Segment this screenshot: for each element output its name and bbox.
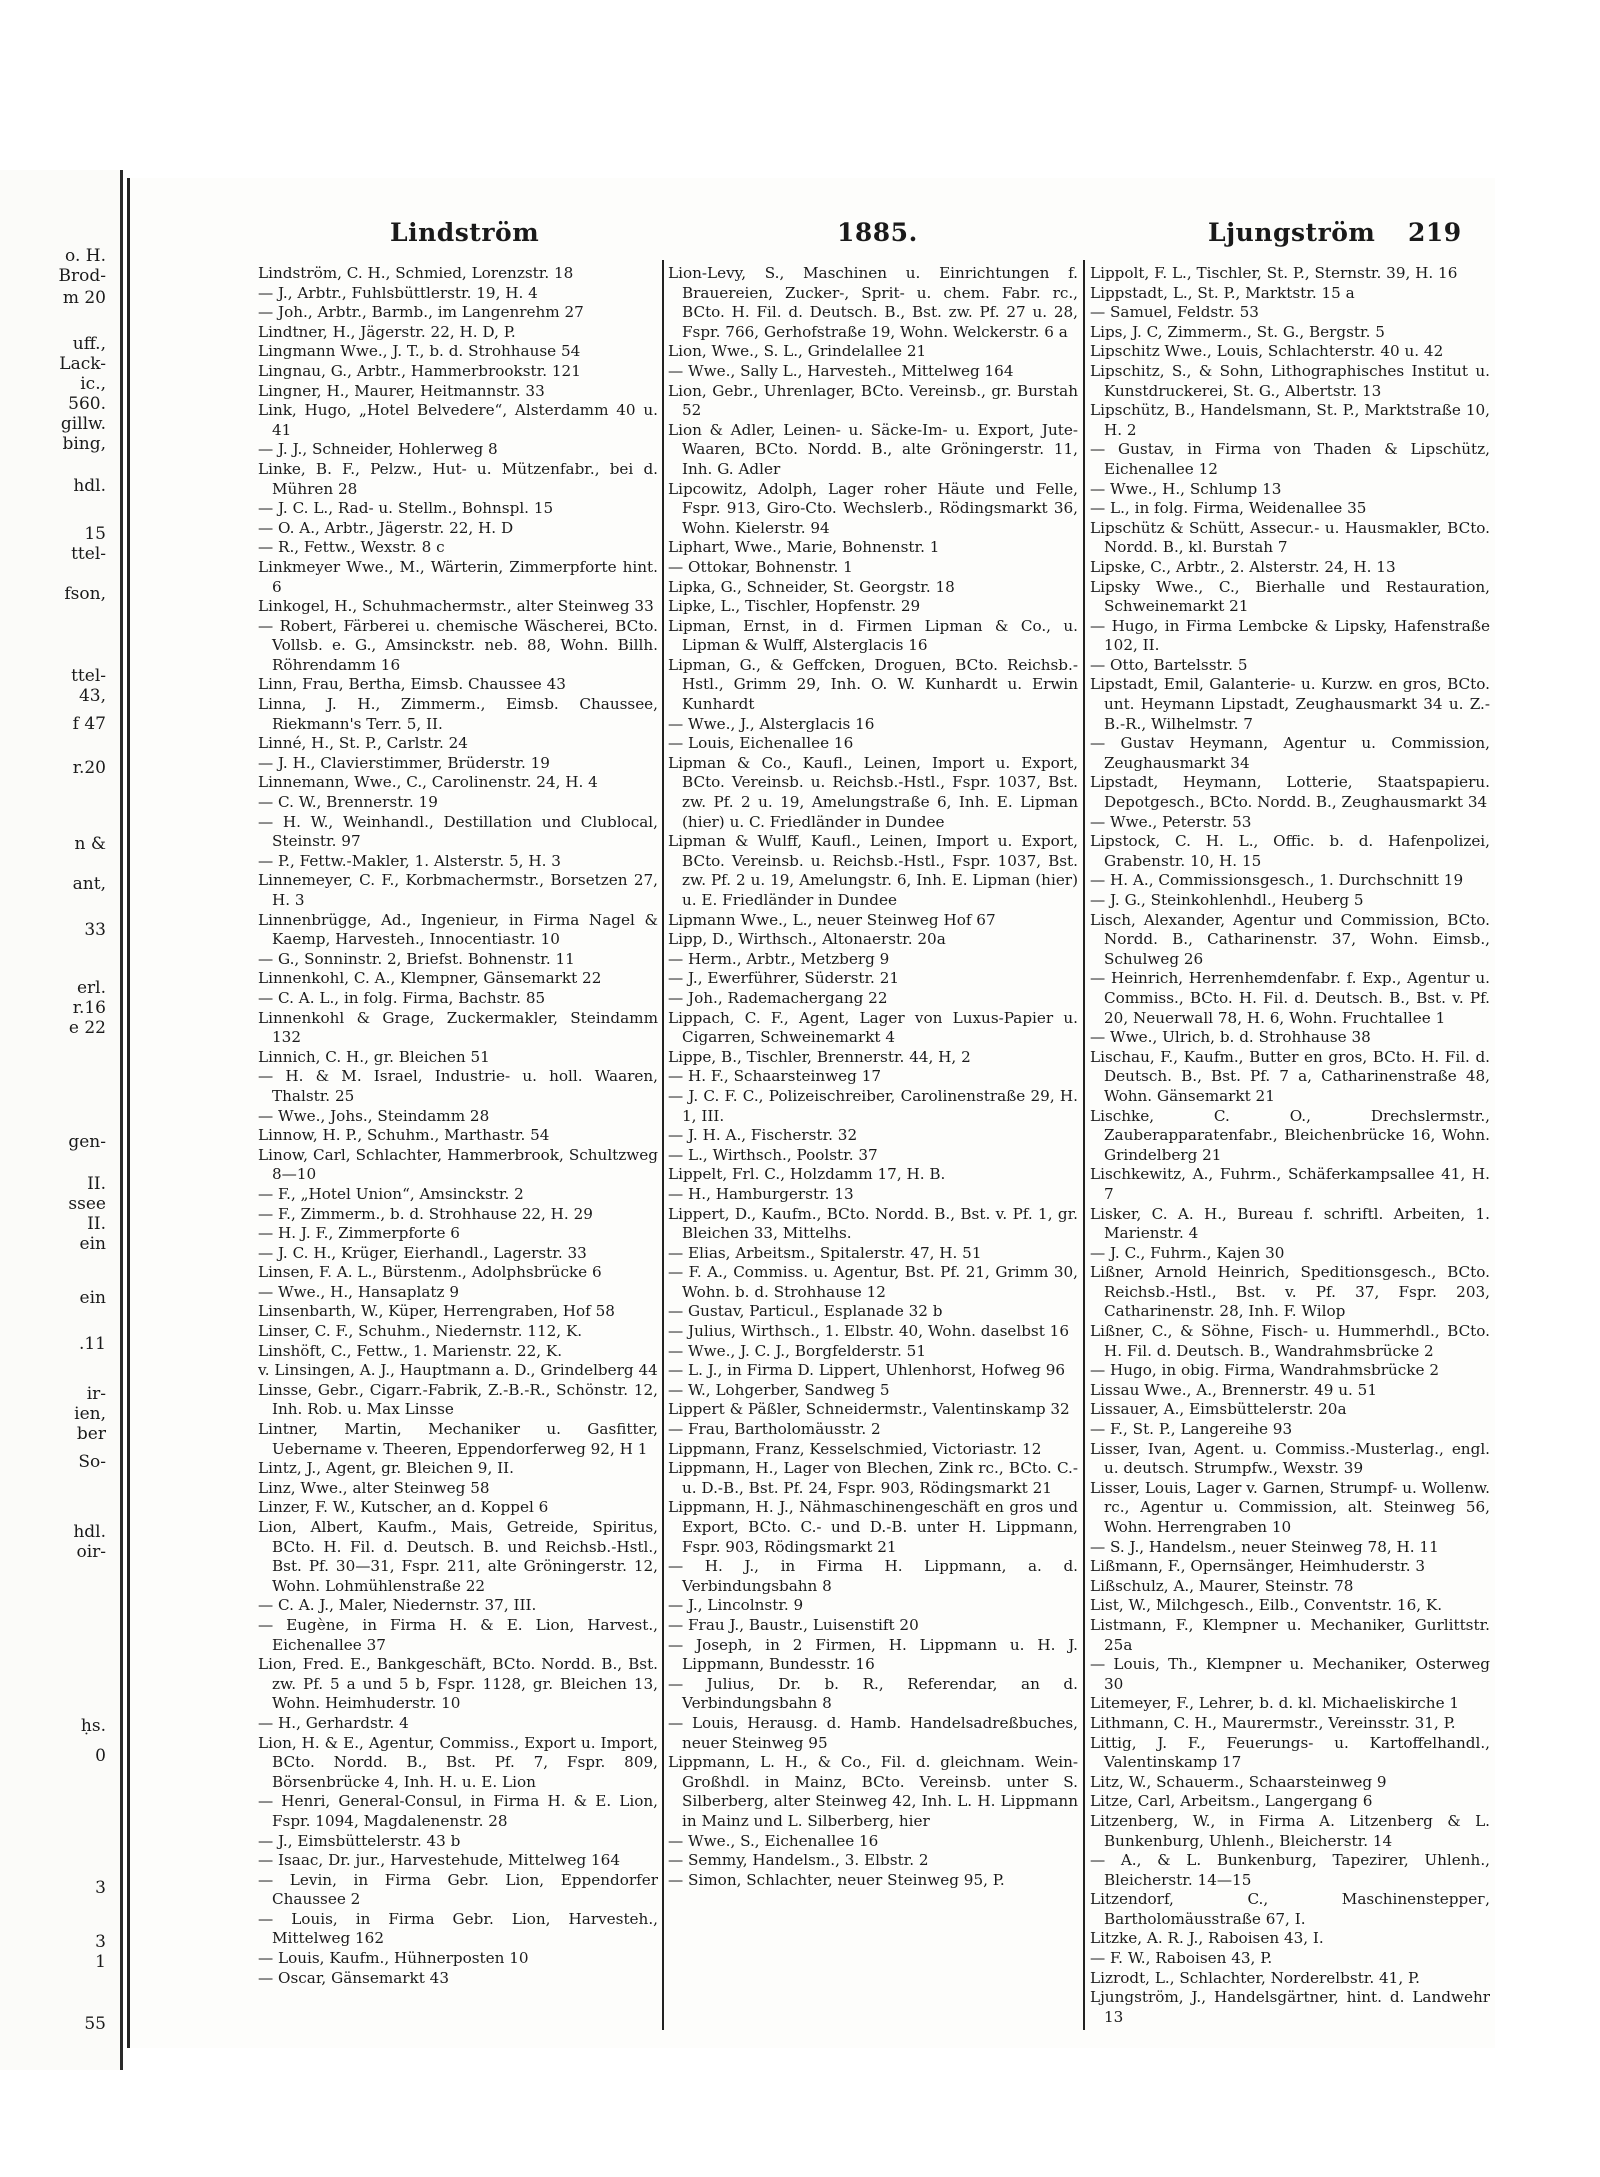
column-left (258, 264, 658, 2032)
directory-entry: — Wwe., Johs., Steindamm 28 (258, 1106, 490, 1125)
directory-entry: Lion, Gebr., Uhrenlager, BCto. Vereinsb., gr. Burstah 52 (668, 381, 1078, 420)
directory-entry: Linow, Carl, Schlachter, Hammerbrook, Schultzweg 8—10 (258, 1145, 658, 1184)
directory-entry: — Joh., Arbtr., Barmb., im Langenrehm 27 (258, 303, 584, 322)
directory-entry: Lipschitz, S., & Sohn, Lithographisches Institut u. Kunstdruckerei, St. G., Albertstr. 13 (1090, 361, 1490, 400)
header-year: 1885. (837, 218, 918, 247)
directory-entry: Lissauer, A., Eimsbüttelerstr. 20a (1090, 1400, 1347, 1419)
directory-entry: — C. A. J., Maler, Niedernstr. 37, III. (258, 1596, 537, 1615)
directory-entry: — Ottokar, Bohnenstr. 1 (668, 557, 853, 576)
directory-entry: Lippmann, H., Lager von Blechen, Zink rc., BCto. C.- u. D.-B., Bst. Pf. 24, Fspr. 903, Rödingsmarkt 21 (668, 1459, 1078, 1497)
directory-entry: — H., Hamburgerstr. 13 (668, 1184, 854, 1203)
directory-entry: — F. W., Raboisen 43, P. (1090, 1949, 1273, 1968)
margin-fragment: o. H. (65, 246, 106, 266)
directory-entry: Lion, Albert, Kaufm., Mais, Getreide, Spiritus, BCto. H. Fil. d. Deutsch. B. und Reichsb.-Hstl., Bst. Pf. 30—31, Fspr. 211, alte Gröningerstr. 12, Wohn. Lohmühlenstraße 22 (258, 1518, 658, 1595)
directory-entry: Linsenbarth, W., Küper, Herrengraben, Hof 58 (258, 1302, 615, 1321)
directory-entry: Listmann, F., Klempner u. Mechaniker, Gurlittstr. 25a (1090, 1615, 1490, 1654)
margin-fragment: ien, (74, 1404, 106, 1424)
directory-entry: — Joh., Rademachergang 22 (668, 988, 888, 1007)
directory-entry: Linnich, C. H., gr. Bleichen 51 (258, 1047, 490, 1066)
margin-fragment: m 20 (62, 288, 106, 308)
directory-entry: Linnenbrügge, Ad., Ingenieur, in Firma Nagel & Kaemp, Harvestеh., Innocentiastr. 10 (258, 910, 658, 949)
margin-fragment: 55 (84, 2014, 106, 2034)
directory-entry: — Louis, Kaufm., Hühnerposten 10 (258, 1949, 529, 1968)
directory-entry: Lingmann Wwe., J. T., b. d. Strohhause 54 (258, 342, 581, 361)
directory-entry: Lipman & Co., Kaufl., Leinen, Import u. Export, BCto. Vereinsb. u. Reichsb.-Hstl., Fspr. 1037, Bst. zw. Pf. 2 u. 19, Amelungstraße 6, Inh. E. Lipman (hier) u. C. Friedländer in Dundee (668, 753, 1078, 831)
directory-entry: — Heinrich, Herrenhemdenfabr. f. Exp., Agentur u. Commiss., BCto. H. Fil. d. Deutsch. B., Bst. v. Pf. 20, Neuerwall 78, H. 6, Wohn. Fruchtallee 1 (1090, 969, 1490, 1027)
directory-entry: — Louis, Eichenallee 16 (668, 734, 854, 753)
directory-entry: — Louis, Herausg. d. Hamb. Handelsadreßbuches, neuer Steinweg 95 (668, 1713, 1078, 1752)
directory-entry: — Gustav, in Firma von Thaden & Lipschütz, Eichenallee 12 (1090, 440, 1490, 478)
directory-entry: Linke, B. F., Pelzw., Hut- u. Mützenfabr., bei d. Mühren 28 (258, 459, 658, 498)
directory-entry: — Eugène, in Firma H. & E. Lion, Harvest., Eichenallee 37 (258, 1615, 658, 1654)
directory-entry: Linnow, H. P., Schuhm., Marthastr. 54 (258, 1126, 550, 1145)
directory-entry: Lipke, L., Tischler, Hopfenstr. 29 (668, 597, 921, 616)
directory-entry: Lion, Fred. E., Bankgeschäft, BCto. Nordd. B., Bst. zw. Pf. 5 a und 5 b, Fspr. 1128, gr. Bleichen 13, Wohn. Heimhuderstr. 10 (258, 1655, 658, 1713)
margin-fragment: ttel- (71, 666, 106, 686)
margin-fragment: 3 (95, 1878, 106, 1898)
directory-entry: — Wwe., S., Eichenallee 16 (668, 1831, 879, 1850)
directory-entry: Lipsky Wwe., C., Bierhalle und Restauration, Schweinemarkt 21 (1090, 577, 1490, 616)
directory-entry: Lingner, H., Maurer, Heitmannstr. 33 (258, 381, 545, 400)
directory-entry: Lißmann, F., Opernsänger, Heimhuderstr. 3 (1090, 1557, 1426, 1576)
directory-entry: — H. & M. Israel, Industrie- u. holl. Waaren, Thalstr. 25 (258, 1067, 658, 1105)
directory-entry: — Henri, General-Consul, in Firma H. & E. Lion, Fspr. 1094, Magdalenenstr. 28 (258, 1792, 658, 1830)
directory-entry: Litzke, A. R. J., Raboisen 43, I. (1090, 1929, 1324, 1948)
directory-entry: — L., in folg. Firma, Weidenallee 35 (1090, 499, 1367, 518)
margin-fragment: 15 (84, 524, 106, 544)
directory-entry: Lippert, D., Kaufm., BCto. Nordd. B., Bst. v. Pf. 1, gr. Bleichen 33, Mittelhs. (668, 1204, 1078, 1243)
directory-entry: — Oscar, Gänsemarkt 43 (258, 1968, 449, 1987)
directory-entry: — H. J. F., Zimmerpforte 6 (258, 1224, 460, 1243)
margin-fragment: II. (87, 1174, 106, 1194)
directory-entry: Lipp, D., Wirthsch., Altonaerstr. 20a (668, 930, 946, 949)
margin-fragment: ttel- (71, 544, 106, 564)
directory-entry: Linna, J. H., Zimmerm., Eimsb. Chaussee, Riekmann's Terr. 5, II. (258, 695, 658, 733)
directory-entry: Littig, J. F., Feuerungs- u. Kartoffelhandl., Valentinskamp 17 (1090, 1733, 1490, 1772)
directory-entry: — Samuel, Feldstr. 53 (1090, 303, 1259, 322)
column-middle (668, 264, 1078, 2032)
directory-entry: — Wwe., Peterstr. 53 (1090, 812, 1252, 831)
margin-fragment: .11 (78, 1334, 106, 1354)
directory-entry: Lißner, Arnold Heinrich, Speditionsgesch., BCto. Reichsb.-Hstl., Bst. v. Pf. 37, Fspr. 203, Catharinenstr. 28, Inh. F. Wilop (1090, 1263, 1490, 1321)
directory-entry: Litze, Carl, Arbeitsm., Langergang 6 (1090, 1792, 1373, 1811)
directory-entry: — Gustav, Particul., Esplanade 32 b (668, 1302, 943, 1321)
directory-entry: Linnemann, Wwe., C., Carolinenstr. 24, H. 4 (258, 773, 598, 792)
directory-entry: Lissau Wwe., A., Brennerstr. 49 u. 51 (1090, 1380, 1378, 1399)
directory-entry: — Frau J., Baustr., Luisenstift 20 (668, 1615, 919, 1634)
directory-entry: Litzenberg, W., in Firma A. Litzenberg & L. Bunkenburg, Uhlenh., Bleicherstr. 14 (1090, 1811, 1490, 1850)
margin-fragment: ant, (72, 874, 106, 894)
directory-entry: — J. C. L., Rad- u. Stellm., Bohnspl. 15 (258, 499, 554, 518)
directory-entry: Lippach, C. F., Agent, Lager von Luxus-Papier u. Cigarren, Schweinemarkt 4 (668, 1008, 1078, 1047)
directory-entry: Lippmann, Franz, Kesselschmied, Victoriastr. 12 (668, 1439, 1042, 1458)
directory-entry: Lischke, C. O., Drechslermstr., Zauberapparatenfabr., Bleichenbrücke 16, Wohn. Grindelberg 21 (1090, 1106, 1490, 1164)
directory-entry: — J., Ewerführer, Süderstr. 21 (668, 969, 900, 988)
directory-entry: Linz, Wwe., alter Steinweg 58 (258, 1478, 490, 1497)
directory-entry: Lipschütz, B., Handelsmann, St. P., Marktstraße 10, H. 2 (1090, 401, 1490, 439)
previous-page-edge (0, 170, 123, 2070)
margin-fragment: ein (79, 1234, 106, 1254)
directory-entry: Lisker, C. A. H., Bureau f. schriftl. Arbeiten, 1. Marienstr. 4 (1090, 1204, 1490, 1243)
directory-entry: Lippert & Päßler, Schneidermstr., Valentinskamp 32 (668, 1400, 1070, 1419)
directory-entry: — Julius, Dr. b. R., Referendar, an d. Verbindungsbahn 8 (668, 1674, 1078, 1713)
header-right-keyword: Ljungström (1208, 218, 1376, 247)
margin-fragment: ḥs. (80, 1716, 106, 1736)
directory-entry: Lipcowitz, Adolph, Lager roher Häute und Felle, Fspr. 913, Giro-Cto. Wechslerb., Rödingsmarkt 36, Wohn. Kielerstr. 94 (668, 479, 1078, 537)
margin-fragment: uff., (72, 334, 106, 354)
margin-fragment: hdl. (73, 1522, 106, 1542)
directory-entry: Lipman & Wulff, Kaufl., Leinen, Import u. Export, BCto. Vereinsb. u. Reichsb.-Hstl., Fspr. 1037, Bst. zw. Pf. 2 u. 19, Amelungstr. 6, Inh. E. Lipman (hier) u. E. Friedländer in Dundee (668, 832, 1078, 909)
directory-entry: Lindtner, H., Jägerstr. 22, H. D, P. (258, 322, 516, 341)
directory-entry: — W., Lohgerber, Sandweg 5 (668, 1380, 890, 1399)
page-header (140, 218, 1490, 252)
directory-entry: Linsen, F. A. L., Bürstenm., Adolphsbrücke 6 (258, 1263, 602, 1282)
directory-entry: — Semmy, Handelsm., 3. Elbstr. 2 (668, 1851, 929, 1870)
directory-entry: — G., Sonninstr. 2, Briefst. Bohnenstr. 11 (258, 949, 575, 968)
directory-entry: Lipman, Ernst, in d. Firmen Lipman & Co., u. Lipman & Wulff, Alsterglacis 16 (668, 616, 1078, 655)
directory-entry: — Levin, in Firma Gebr. Lion, Eppendorfer Chaussee 2 (258, 1870, 658, 1909)
directory-entry: Lipske, C., Arbtr., 2. Alsterstr. 24, H. 13 (1090, 557, 1396, 576)
directory-entry: — R., Fettw., Wexstr. 8 c (258, 538, 445, 557)
directory-entry: Lisser, Ivan, Agent. u. Commiss.-Musterlag., engl. u. deutsch. Strumpfw., Wexstr. 39 (1090, 1439, 1490, 1478)
directory-entry: Lischau, F., Kaufm., Butter en gros, BCto. H. Fil. d. Deutsch. B., Bst. Pf. 7 a, Catharinenstraße 48, Wohn. Gänsemarkt 21 (1090, 1047, 1490, 1105)
directory-entry: Litzendorf, C., Maschinensteppeг, Bartholomäusstraße 67, I. (1090, 1890, 1490, 1928)
margin-fragment: 0 (95, 1746, 106, 1766)
directory-entry: Linzer, F. W., Kutscher, an d. Koppel 6 (258, 1498, 549, 1517)
margin-fragment: 33 (84, 920, 106, 940)
directory-entry: Lippstadt, L., St. P., Marktstr. 15 a (1090, 283, 1355, 302)
directory-entry: — Gustav Heymann, Agentur u. Commission, Zeughausmarkt 34 (1090, 734, 1490, 772)
margin-fragment: hdl. (73, 476, 106, 496)
directory-entry: Linkogel, H., Schuhmachermstr., alter Steinweg 33 (258, 597, 654, 616)
directory-entry: Linn, Frau, Bertha, Eimsb. Chaussee 43 (258, 675, 566, 694)
directory-entry: Linshöft, C., Fettw., 1. Marienstr. 22, K. (258, 1341, 563, 1360)
directory-entry: Lithmann, C. H., Maurermstr., Vereinsstr. 31, P. (1090, 1713, 1456, 1732)
margin-fragment: ber (76, 1424, 106, 1444)
directory-entry: Lippe, B., Tischler, Brennerstr. 44, H, 2 (668, 1047, 971, 1066)
directory-entry: Lips, J. C, Zimmerm., St. G., Bergstr. 5 (1090, 322, 1385, 341)
margin-fragment: gen- (68, 1132, 106, 1152)
column-rule (662, 260, 664, 2030)
margin-fragment: erl. (76, 978, 106, 998)
directory-entry: — J., Eimsbüttelerstr. 43 b (258, 1831, 461, 1850)
directory-entry: Lingnau, G., Arbtr., Hammerbrookstr. 121 (258, 361, 581, 380)
directory-entry: — J. C. H., Krüger, Eierhandl., Lagerstr. 33 (258, 1243, 587, 1262)
directory-entry: — J., Arbtr., Fuhlsbüttlerstr. 19, H. 4 (258, 283, 538, 302)
directory-entry: — Hugo, in Firma Lembcke & Lipsky, Hafenstraße 102, II. (1090, 616, 1490, 655)
margin-fragment: Lack- (59, 354, 106, 374)
directory-entry: — F., St. P., Langereihe 93 (1090, 1420, 1293, 1439)
directory-entry: — J. C., Fuhrm., Kajen 30 (1090, 1243, 1285, 1262)
directory-entry: — Wwe., Ulrich, b. d. Strohhause 38 (1090, 1028, 1371, 1047)
directory-entry: — H. F., Schaarsteinweg 17 (668, 1067, 882, 1086)
directory-entry: Ljungström, J., Handelsgärtner, hint. d. Landwehr 13 (1090, 1988, 1490, 2026)
directory-entry: Lion & Adler, Leinen- u. Säcke-Im- u. Export, Jute-Waaren, BCto. Nordd. B., alte Gröningerstr. 11, Inh. G. Adler (668, 420, 1078, 478)
directory-entry: — F., „Hotel Union“, Amsinckstr. 2 (258, 1184, 524, 1203)
directory-entry: Lißner, C., & Söhne, Fisch- u. Hummerhdl., BCto. H. Fil. d. Deutsch. B., Wandrahmsbrücke 2 (1090, 1322, 1490, 1360)
directory-entry: Litz, W., Schauerm., Schaarsteinweg 9 (1090, 1772, 1387, 1791)
directory-entry: — H., Gerhardstr. 4 (258, 1713, 409, 1732)
directory-entry: — F. A., Commiss. u. Agentur, Bst. Pf. 21, Grimm 30, Wohn. b. d. Strohhause 12 (668, 1263, 1078, 1301)
column-rule (1083, 260, 1085, 2030)
directory-entry: — C. A. L., in folg. Firma, Bachstr. 85 (258, 988, 546, 1007)
margin-fragment: 1 (95, 1952, 106, 1972)
directory-entry: Lintner, Martin, Mechaniker u. Gasfitter, Uebername v. Theeren, Eppendorferweg 92, H 1 (258, 1420, 658, 1458)
directory-entry: Lischkewitz, A., Fuhrm., Schäferkampsallee 41, H. 7 (1090, 1165, 1490, 1203)
directory-entry: Lipstadt, Heymann, Lotterie, Staatspapieru. Depotgesch., BCto. Nordd. B., Zeughausmarkt 34 (1090, 773, 1490, 812)
directory-entry: v. Linsingen, A. J., Hauptmann a. D., Grindelberg 44 (258, 1361, 658, 1380)
directory-entry: Lipschitz Wwe., Louis, Schlachterstr. 40 u. 42 (1090, 342, 1444, 361)
directory-entry: Linné, H., St. P., Carlstr. 24 (258, 734, 468, 753)
directory-entry: — H. J., in Firma H. Lippmann, a. d. Verbindungsbahn 8 (668, 1557, 1078, 1595)
margin-fragment: e 22 (68, 1018, 106, 1038)
directory-entry: — Joseph, in 2 Firmen, H. Lippmann u. H. J. Lippmann, Bundesstr. 16 (668, 1635, 1078, 1674)
margin-fragment: ssee (68, 1194, 106, 1214)
margin-fragment: r.20 (72, 758, 106, 778)
margin-fragment: f 47 (72, 714, 106, 734)
column-right (1090, 264, 1490, 2032)
directory-entry: List, W., Milchgesch., Eilb., Conventstr. 16, K. (1090, 1596, 1443, 1615)
directory-entry: Lisch, Alexander, Agentur und Commission, BCto. Nordd. B., Catharinenstr. 37, Wohn. Eimsb., Schulweg 26 (1090, 910, 1490, 968)
directory-entry: Lion, H. & E., Agentur, Commiss., Export u. Import, BCto. Nordd. B., Bst. Pf. 7, Fspr. 809, Börsenbrücke 4, Inh. H. u. E. Lion (258, 1733, 658, 1791)
directory-entry: Lißschulz, A., Maurer, Steinstr. 78 (1090, 1576, 1354, 1595)
page-number: 219 (1408, 218, 1462, 247)
directory-entry: — F., Zimmerm., b. d. Strohhause 22, H. 29 (258, 1204, 593, 1223)
directory-entry: Lipschütz & Schütt, Assecur.- u. Hausmakler, BCto. Nordd. B., kl. Burstah 7 (1090, 518, 1490, 557)
margin-fragment: n & (74, 834, 106, 854)
directory-entry: — Herm., Arbtr., Metzberg 9 (668, 949, 890, 968)
margin-fragment: Brod- (58, 266, 106, 286)
margin-fragment: 43, (78, 686, 106, 706)
directory-entry: Liphart, Wwe., Marie, Bohnenstr. 1 (668, 538, 940, 557)
directory-entry: — Wwe., H., Schlump 13 (1090, 479, 1282, 498)
directory-entry: — Hugo, in obig. Firma, Wandrahmsbrücke 2 (1090, 1361, 1439, 1380)
directory-entry: — L. J., in Firma D. Lippert, Uhlenhorst, Hofweg 96 (668, 1361, 1066, 1380)
directory-entry: — L., Wirthsch., Poolstr. 37 (668, 1145, 878, 1164)
directory-entry: — Wwe., J. C. J., Borgfelderstr. 51 (668, 1341, 926, 1360)
directory-entry: — H. A., Commissionsgesch., 1. Durchschnitt 19 (1090, 871, 1464, 890)
directory-entry: — A., & L. Bunkenburg, Tapezirer, Uhlenh., Bleicherstr. 14—15 (1090, 1851, 1490, 1889)
directory-entry: Lion, Wwe., S. L., Grindelallee 21 (668, 342, 927, 361)
directory-entry: Linsse, Gebr., Cigarr.-Fabrik, Z.-B.-R., Schönstr. 12, Inh. Rob. u. Max Linsse (258, 1380, 658, 1419)
directory-entry: Linkmeyer Wwe., M., Wärterin, Zimmerpforte hint. 6 (258, 557, 658, 596)
directory-entry: — Frau, Bartholomäusstr. 2 (668, 1420, 881, 1439)
margin-fragment: bing, (62, 434, 106, 454)
directory-entry: — Robert, Färberei u. chemische Wäscherei, BCto. Vollsb. e. G., Amsinckstr. neb. 88, Wohn. Billh. Röhrendamm 16 (258, 616, 658, 674)
directory-entry: — Julius, Wirthsch., 1. Elbstr. 40, Wohn. daselbst 16 (668, 1322, 1069, 1341)
directory-entry: — Louis, in Firma Gebr. Lion, Harvesteh., Mittelweg 162 (258, 1909, 658, 1948)
directory-entry: — Louis, Th., Klempner u. Mechaniker, Osterweg 30 (1090, 1655, 1490, 1693)
directory-entry: — J. G., Steinkohlenhdl., Heuberg 5 (1090, 891, 1364, 909)
directory-entry: Lipman, G., & Geffcken, Droguen, BCto. Reichsb.-Hstl., Grimm 29, Inh. O. W. Kunhardt u. Erwin Kunhardt (668, 655, 1078, 714)
directory-entry: Lippolt, F. L., Tischler, St. P., Sternstr. 39, H. 16 (1090, 264, 1458, 282)
directory-entry: Lipka, G., Schneider, St. Georgstr. 18 (668, 577, 955, 596)
directory-entry: Lizrodt, L., Schlachter, Norderelbstr. 41, P. (1090, 1968, 1420, 1987)
directory-entry: Linser, C. F., Schuhm., Niedernstr. 112, K. (258, 1322, 583, 1341)
directory-entry: — J., Lincolnstr. 9 (668, 1596, 804, 1615)
margin-fragment: r.16 (72, 998, 106, 1018)
directory-entry: Linnenkohl & Grage, Zuckermakler, Steindamm 132 (258, 1008, 658, 1047)
directory-entry: Lindström, C. H., Schmied, Lorenzstr. 18 (258, 264, 574, 282)
margin-fragment: gillw. (60, 414, 106, 434)
directory-entry: Litemeyer, F., Lehrer, b. d. kl. Michaeliskirche 1 (1090, 1694, 1460, 1713)
directory-entry: — Elias, Arbeitsm., Spitalerstr. 47, H. 51 (668, 1243, 982, 1262)
directory-entry: Lipstadt, Emil, Galanterie- u. Kurzw. en gros, BCto. unt. Heymann Lipstadt, Zeughausmarkt 34 u. Z.-B.-R., Wilhelmstr. 7 (1090, 675, 1490, 733)
directory-entry: — J. H., Clavierstimmer, Brüderstr. 19 (258, 753, 550, 772)
directory-entry: — Wwe., Sally L., Harvesteh., Mittelweg 164 (668, 361, 1014, 380)
margin-fragment: 3 (95, 1932, 106, 1952)
directory-entry: Lion-Levy, S., Maschinen u. Einrichtungen f. Brauereien, Zucker-, Sprit- u. chem. Fabr. rc., BCto. H. Fil. d. Deutsch. B., Bst. zw. Pf. 27 u. 28, Fspr. 766, Gerhofstraße 19, Wohn. Welckerstr. 6 a (668, 264, 1078, 341)
margin-fragment: fson, (64, 584, 106, 604)
directory-entry: — C. W., Brennerstr. 19 (258, 793, 438, 812)
directory-entry: Linnemeyer, C. F., Korbmachermstr., Borsetzen 27, H. 3 (258, 871, 658, 909)
directory-entry: — S. J., Handelsm., neuer Steinweg 78, H. 11 (1090, 1537, 1439, 1556)
header-left-keyword: Lindström (390, 218, 540, 247)
directory-entry: Lippmann, L. H., & Co., Fil. d. gleichnam. Wein-Großhdl. in Mainz, BCto. Vereinsb. unter S. Silberberg, alter Steinweg 42, Inh. L. H. Lippmann in Mainz und L. Silberberg, hier (668, 1753, 1078, 1830)
margin-fragment: II. (87, 1214, 106, 1234)
directory-entry: — Wwe., H., Hansaplatz 9 (258, 1282, 459, 1301)
directory-entry: Lipstock, C. H. L., Offic. b. d. Hafenpolizei, Grabenstr. 10, H. 15 (1090, 832, 1490, 870)
margin-fragment: ic., (80, 374, 106, 394)
margin-fragment: oir- (76, 1542, 106, 1562)
directory-entry: — H. W., Weinhandl., Destillation und Clublocal, Steinstr. 97 (258, 812, 658, 851)
directory-entry: Lintz, J., Agent, gr. Bleichen 9, II. (258, 1459, 514, 1478)
margin-fragment: ein (79, 1288, 106, 1308)
directory-entry: — J. J., Schneider, Hohlerweg 8 (258, 440, 498, 459)
directory-entry: Lipmann Wwe., L., neuer Steinweg Hof 67 (668, 910, 996, 929)
margin-fragment: 560. (68, 394, 106, 414)
margin-fragment: ir- (86, 1384, 106, 1404)
directory-entry: — O. A., Arbtr., Jägerstr. 22, H. D (258, 518, 514, 537)
directory-entry: — Simon, Schlachter, neuer Steinweg 95, P. (668, 1870, 1005, 1889)
directory-entry: Link, Hugo, „Hotel Belvedere“, Alsterdamm 40 u. 41 (258, 401, 658, 439)
directory-entry: — Wwe., J., Alsterglacis 16 (668, 714, 875, 733)
directory-entry: Lippmann, H. J., Nähmaschinengeschäft en gros und Export, BCto. C.- und D.-B. unter H. Lippmann, Fspr. 903, Rödingsmarkt 21 (668, 1498, 1078, 1556)
directory-entry: — Isaac, Dr. jur., Harvestehude, Mittelweg 164 (258, 1851, 620, 1870)
directory-entry: Lippelt, Frl. C., Holzdamm 17, H. B. (668, 1165, 946, 1184)
directory-entry: Linnenkohl, C. A., Klempner, Gänsemarkt 22 (258, 969, 602, 988)
directory-entry: — P., Fettw.-Makler, 1. Alsterstr. 5, H. 3 (258, 851, 561, 870)
directory-entry: Lisser, Louis, Lager v. Garnen, Strumpf- u. Wollenw. rc., Agentur u. Commission, alt. Steinweg 56, Wohn. Herrengraben 10 (1090, 1478, 1490, 1536)
directory-entry: — J. C. F. C., Polizeischreiber, Carolinenstraße 29, H. 1, III. (668, 1086, 1078, 1125)
directory-entry: — Otto, Bartelsstr. 5 (1090, 655, 1248, 674)
directory-entry: — J. H. A., Fischerstr. 32 (668, 1126, 858, 1145)
margin-fragment: So- (78, 1452, 106, 1472)
